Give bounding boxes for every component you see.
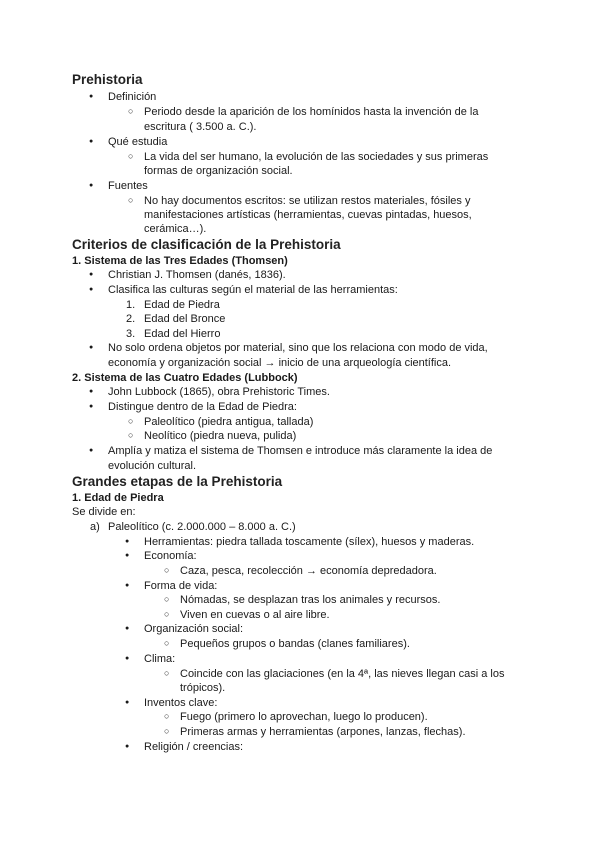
fuentes-text-2: manifestaciones artísticas (herramientas, cuevas pintadas, huesos, <box>144 209 472 221</box>
bullet-no-solo: ● No solo ordena objetos por material, sino que los relaciona con modo de vida, <box>108 341 488 355</box>
list-item-edad-bronce: Edad del Bronce <box>144 313 226 325</box>
que-estudia-text-2: formas de organización social. <box>144 165 293 177</box>
bullet-que-estudia: ● Qué estudia <box>108 135 167 149</box>
bullet-inventos: ● Inventos clave: <box>144 696 217 710</box>
list-letter: a) <box>90 521 100 533</box>
sub-paleolitico: ○ Paleolítico (piedra antigua, tallada) <box>144 415 313 429</box>
list-item-edad-hierro: Edad del Hierro <box>144 328 221 340</box>
paleolitico-heading: Paleolítico (c. 2.000.000 – 8.000 a. C.) <box>108 521 296 533</box>
list-number: 1. <box>126 299 136 311</box>
bullet-fuentes: ● Fuentes <box>108 179 148 193</box>
heading-criterios: Criterios de clasificación de la Prehistoria <box>72 237 341 252</box>
no-solo-text-2: economía y organización social → inicio de una arqueología científica. <box>108 357 452 369</box>
armas-text: ○ Primeras armas y herramientas (arpones, lanzas, flechas). <box>180 725 466 739</box>
heading-grandes-etapas: Grandes etapas de la Prehistoria <box>72 474 283 489</box>
heading-prehistoria: Prehistoria <box>72 72 143 87</box>
bullet-thomsen: ● Christian J. Thomsen (danés, 1836). <box>108 268 286 282</box>
fuego-text: ○ Fuego (primero lo aprovechan, luego lo producen). <box>180 710 428 724</box>
bullet-clima: ● Clima: <box>144 652 175 666</box>
bullet-definicion: ● Definición <box>108 90 156 104</box>
sub-neolitico: ○ Neolítico (piedra nueva, pulida) <box>144 429 296 443</box>
nomadas-text: ○ Nómadas, se desplazan tras los animales y recursos. <box>180 593 440 607</box>
que-estudia-text-1: ○ La vida del ser humano, la evolución de las sociedades y sus primeras <box>144 150 488 164</box>
subheading-cuatro-edades: 2. Sistema de las Cuatro Edades (Lubbock) <box>72 372 298 384</box>
bullet-lubbock: ● John Lubbock (1865), obra Prehistoric Times. <box>108 385 330 399</box>
se-divide-text: Se divide en: <box>72 506 136 518</box>
bullet-distingue: ● Distingue dentro de la Edad de Piedra: <box>108 400 297 414</box>
subheading-edad-piedra: 1. Edad de Piedra <box>72 492 164 504</box>
definicion-text-1: ○ Periodo desde la aparición de los homínidos hasta la invención de la <box>144 105 479 119</box>
clima-text-1: ○ Coincide con las glaciaciones (en la 4ª, las nieves llegan casi a los <box>180 667 504 681</box>
bullet-amplia: ● Amplía y matiza el sistema de Thomsen e introduce más claramente la idea de <box>108 444 492 458</box>
list-number: 2. <box>126 313 136 325</box>
fuentes-text-1: ○ No hay documentos escritos: se utilizan restos materiales, fósiles y <box>144 194 470 208</box>
bullet-forma-vida: ● Forma de vida: <box>144 579 217 593</box>
bullet-clasifica: ● Clasifica las culturas según el material de las herramientas: <box>108 283 398 297</box>
clima-text-2: trópicos). <box>180 682 226 694</box>
list-item-edad-piedra: Edad de Piedra <box>144 299 220 311</box>
economia-text: ○ Caza, pesca, recolección → economía depredadora. <box>180 564 437 578</box>
bullet-herramientas: ● Herramientas: piedra tallada toscamente (sílex), huesos y maderas. <box>144 535 474 549</box>
bullet-religion: ● Religión / creencias: <box>144 740 243 754</box>
list-number: 3. <box>126 328 136 340</box>
definicion-text-2: escritura ( 3.500 a. C.). <box>144 121 257 133</box>
organizacion-text: ○ Pequeños grupos o bandas (clanes familiares). <box>180 637 410 651</box>
fuentes-text-3: cerámica…). <box>144 223 207 235</box>
bullet-economia: ● Economía: <box>144 549 197 563</box>
amplia-text-2: evolución cultural. <box>108 460 197 472</box>
subheading-tres-edades: 1. Sistema de las Tres Edades (Thomsen) <box>72 255 288 267</box>
bullet-organizacion: ● Organización social: <box>144 622 243 636</box>
viven-text: ○ Viven en cuevas o al aire libre. <box>180 608 330 622</box>
